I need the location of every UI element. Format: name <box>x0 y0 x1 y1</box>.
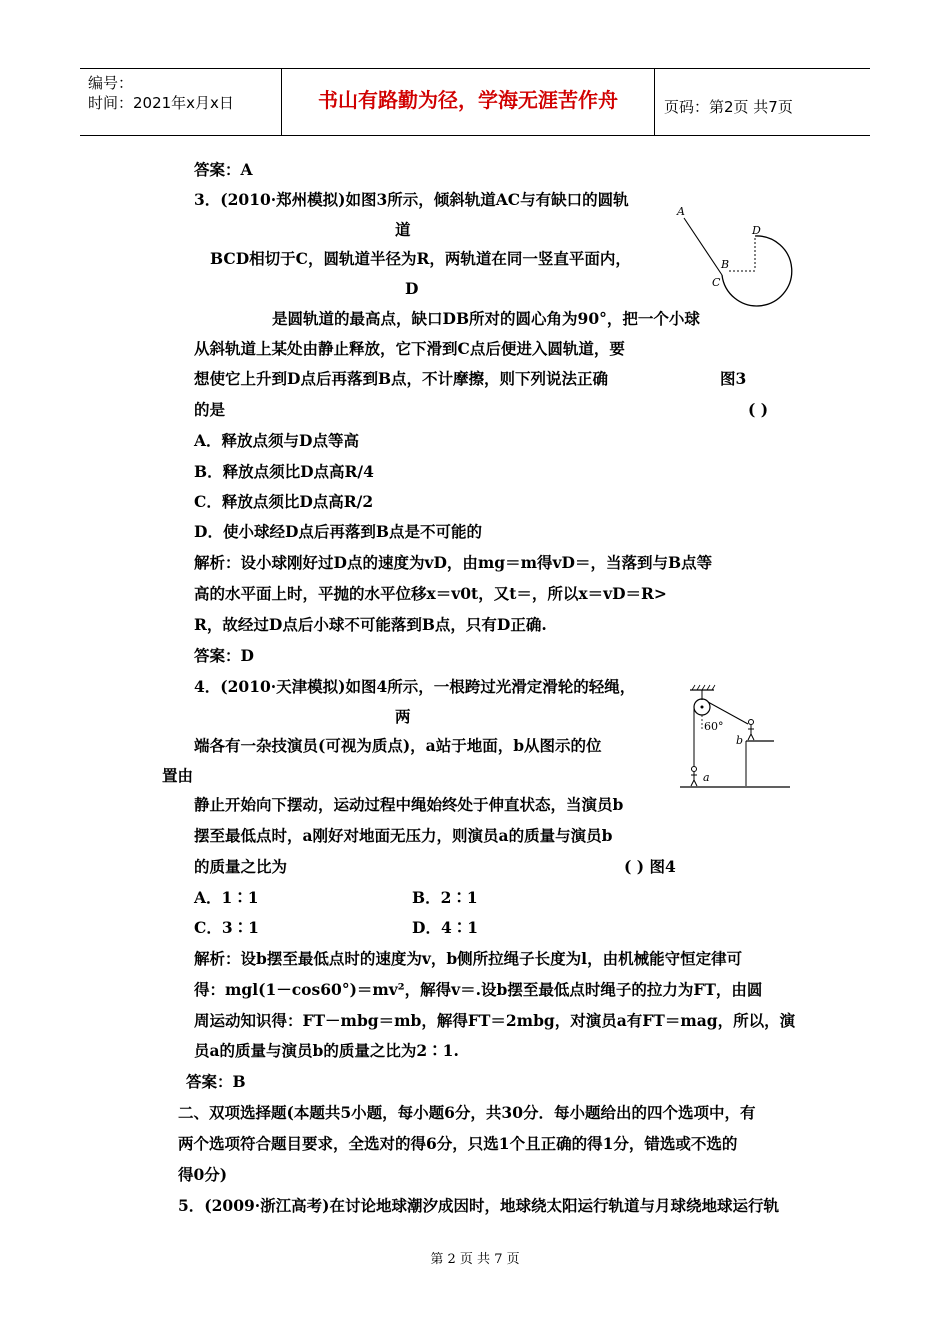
fig3-label-d: D <box>752 224 761 237</box>
q3-line-3: BCD相切于C，圆轨道半径为R，两轨道在同一竖直平面内， <box>210 249 631 268</box>
q4-line-4: 置由 <box>162 766 194 785</box>
q3-answer-bracket: ( ) <box>748 400 769 419</box>
q5-line-1: 5．(2009·浙江高考)在讨论地球潮汐成因时，地球绕太阳运行轨道与月球绕地球运行轨 <box>178 1196 779 1215</box>
performer-a-body <box>691 772 697 786</box>
q4-option-b: B．2∶1 <box>412 888 478 907</box>
answer-4: 答案：B <box>186 1072 246 1091</box>
q3-analysis-3: R，故经过D点后小球不可能落到B点，只有D正确. <box>194 615 547 634</box>
q4-line-2: 两 <box>395 707 411 726</box>
performer-b-body <box>748 725 754 740</box>
header-divider-right <box>654 68 655 136</box>
q3-option-c: C．释放点须比D点高R/2 <box>194 492 374 511</box>
q4-line-7: 的质量之比为 <box>194 857 288 876</box>
q3-line-8: 的是 <box>194 400 226 419</box>
fig3-label-c: C <box>712 276 721 289</box>
header-time: 时间：2021年x月x日 <box>88 94 234 112</box>
section-2-line-3: 得0分) <box>178 1165 228 1184</box>
q3-line-7: 想使它上升到D点后再落到B点，不计摩擦，则下列说法正确 <box>194 369 609 388</box>
q4-analysis-3: 周运动知识得：FT－mbg＝mb，解得FT＝2mbg，对演员a有FT＝mag，所以，演 <box>194 1011 796 1030</box>
section-2-line-2: 两个选项符合题目要求，全选对的得6分，只选1个且正确的得1分，错选或不选的 <box>178 1134 738 1153</box>
page-footer: 第 2 页 共 7 页 <box>430 1252 520 1267</box>
q3-line-6: 从斜轨道上某处由静止释放，它下滑到C点后便进入圆轨道，要 <box>194 339 625 358</box>
q4-option-a: A．1∶1 <box>194 888 259 907</box>
header-bottom-border <box>80 135 870 136</box>
q3-analysis-2: 高的水平面上时，平抛的水平位移x＝v0t，又t＝，所以x＝vD＝R> <box>194 584 667 603</box>
q4-line-6: 摆至最低点时，a刚好对地面无压力，则演员a的质量与演员b <box>194 826 613 845</box>
q4-line-3: 端各有一杂技演员(可视为质点)，a站于地面，b从图示的位 <box>194 736 602 755</box>
section-2-line-1: 二、双项选择题(本题共5小题，每小题6分，共30分．每小题给出的四个选项中，有 <box>178 1103 756 1122</box>
fig3-label-a: A <box>677 205 685 218</box>
q4-bracket-caption: ( ) 图4 <box>624 857 676 876</box>
ceiling-hatch <box>692 685 715 690</box>
header-motto: 书山有路勤为径，学海无涯苦作舟 <box>318 88 618 112</box>
answer-2: 答案：A <box>194 160 253 179</box>
figure4-diagram <box>676 684 792 792</box>
header-serial: 编号： <box>88 74 134 92</box>
q4-analysis-4: 员a的质量与演员b的质量之比为2∶1. <box>194 1041 459 1060</box>
q3-option-d: D．使小球经D点后再落到B点是不可能的 <box>194 522 482 541</box>
q4-analysis-1: 解析：设b摆至最低点时的速度为v，b侧所拉绳子长度为l，由机械能守恒定律可 <box>194 949 743 968</box>
q3-option-a: A．释放点须与D点等高 <box>194 431 359 450</box>
fig4-label-a: a <box>703 771 710 784</box>
q3-line-4: D <box>405 279 419 298</box>
fig4-angle-label: 60° <box>704 720 724 733</box>
incline-track <box>684 218 722 275</box>
q4-option-d: D．4∶1 <box>412 918 479 937</box>
q4-option-c: C．3∶1 <box>194 918 259 937</box>
fig3-label-b: B <box>721 258 730 271</box>
q3-option-b: B．释放点须比D点高R/4 <box>194 462 374 481</box>
performer-b-head <box>749 720 754 725</box>
pulley-axle <box>701 706 704 709</box>
header-page: 页码：第2页 共7页 <box>664 98 793 116</box>
q4-line-5: 静止开始向下摆动，运动过程中绳始终处于伸直状态，当演员b <box>194 795 624 814</box>
performer-a-head <box>692 767 697 772</box>
circular-track <box>722 236 792 306</box>
answer-3: 答案：D <box>194 646 254 665</box>
figure3-diagram <box>672 200 802 312</box>
q4-line-1: 4．(2010·天津模拟)如图4所示，一根跨过光滑定滑轮的轻绳， <box>194 677 636 696</box>
figure3-caption: 图3 <box>720 369 747 388</box>
q3-line-1: 3．(2010·郑州模拟)如图3所示，倾斜轨道AC与有缺口的圆轨 <box>194 190 629 209</box>
q3-line-2: 道 <box>395 220 411 239</box>
q4-analysis-2: 得：mgl(1－cos60°)＝mv²，解得v＝.设b摆至最低点时绳子的拉力为FT，由圆 <box>194 980 763 999</box>
header-top-border <box>80 68 870 69</box>
fig4-label-b: b <box>736 734 744 747</box>
q3-line-5: 是圆轨道的最高点，缺口DB所对的圆心角为90°，把一个小球 <box>272 309 700 328</box>
q3-analysis-1: 解析：设小球刚好过D点的速度为vD，由mg＝m得vD＝，当落到与B点等 <box>194 553 713 572</box>
